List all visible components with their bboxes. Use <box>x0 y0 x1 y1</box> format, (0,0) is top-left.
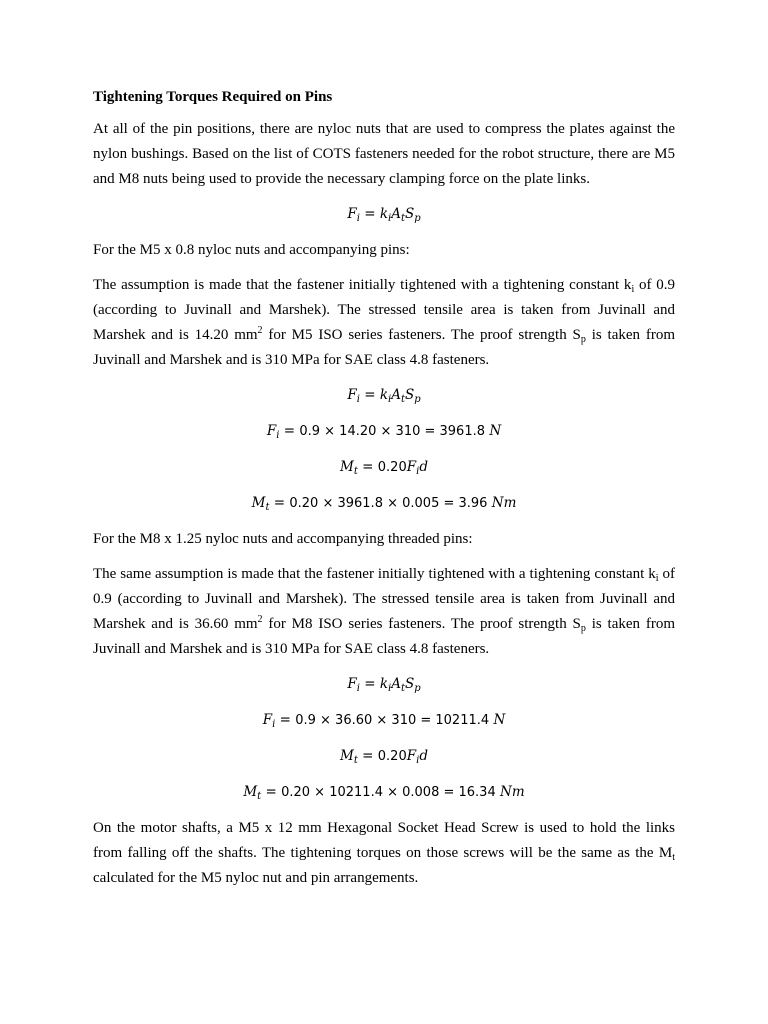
intro-paragraph: At all of the pin positions, there are nyloc nuts that are used to compress the plates against the nylon bushings. Based on the list of COTS fasteners needed for the robot structure, there are M5 and M8 nuts being used to provide the necessary clamping force on the plate links. <box>93 121 675 187</box>
m8-equation-torque-formula: $M_t = 0.20F_id$ <box>340 748 428 766</box>
m8-equation-preload-formula: $F_i = k_iA_tS_p$ <box>347 676 421 694</box>
equation-preload-formula: $F_i = k_iA_tS_p$ <box>347 206 421 224</box>
m5-equation-preload-formula: $F_i = k_iA_tS_p$ <box>347 387 421 405</box>
m5-equation-torque-value: $M_t = 0.20 \times 3961.8 \times 0.005 = 3.96$ Nm <box>251 495 517 513</box>
document-body <box>93 87 675 891</box>
m5-equation-torque-formula: $M_t = 0.20F_id$ <box>340 459 428 477</box>
m8-section-title: For the M8 x 1.25 nyloc nuts and accompanying threaded pins: <box>93 531 473 547</box>
motor-shaft-paragraph: On the motor shafts, a M5 x 12 mm Hexagonal Socket Head Screw is used to hold the links from falling off the shafts. The tightening torques on those screws will be the same as the $M_t$ calculated for the M5 nyloc nut and pin arrangements. <box>93 820 675 886</box>
section-heading: Tightening Torques Required on Pins <box>93 89 333 105</box>
m5-equation-preload-value: $F_i = 0.9 \times 14.20 \times 310 = 3961.8$ N <box>266 423 502 441</box>
m5-section-title: For the M5 x 0.8 nyloc nuts and accompanying pins: <box>93 242 410 258</box>
m8-assumption-paragraph: The same assumption is made that the fastener initially tightened with a tightening constant $k_i$ of 0.9 (according to Juvinall and Marshek). The stressed tensile area is taken from Juvinall and Marshek and is 36.60 $mm^2$ for M8 ISO series fasteners. The proof strength $S_p$ is taken from Juvinall and Marshek and is 310 MPa for SAE class 4.8 fasteners. <box>93 566 675 657</box>
m8-equation-preload-value: $F_i = 0.9 \times 36.60 \times 310 = 10211.4$ N <box>262 712 506 730</box>
m8-equation-torque-value: $M_t = 0.20 \times 10211.4 \times 0.008 = 16.34$ Nm <box>243 784 525 802</box>
m5-assumption-paragraph: The assumption is made that the fastener initially tightened with a tightening constant $k_i$ of 0.9 (according to Juvinall and Marshek). The stressed tensile area is taken from Juvinall and Marshek and is 14.20 $mm^2$ for M5 ISO series fasteners. The proof strength $S_p$ is taken from Juvinall and Marshek and is 310 MPa for SAE class 4.8 fasteners. <box>93 277 675 368</box>
